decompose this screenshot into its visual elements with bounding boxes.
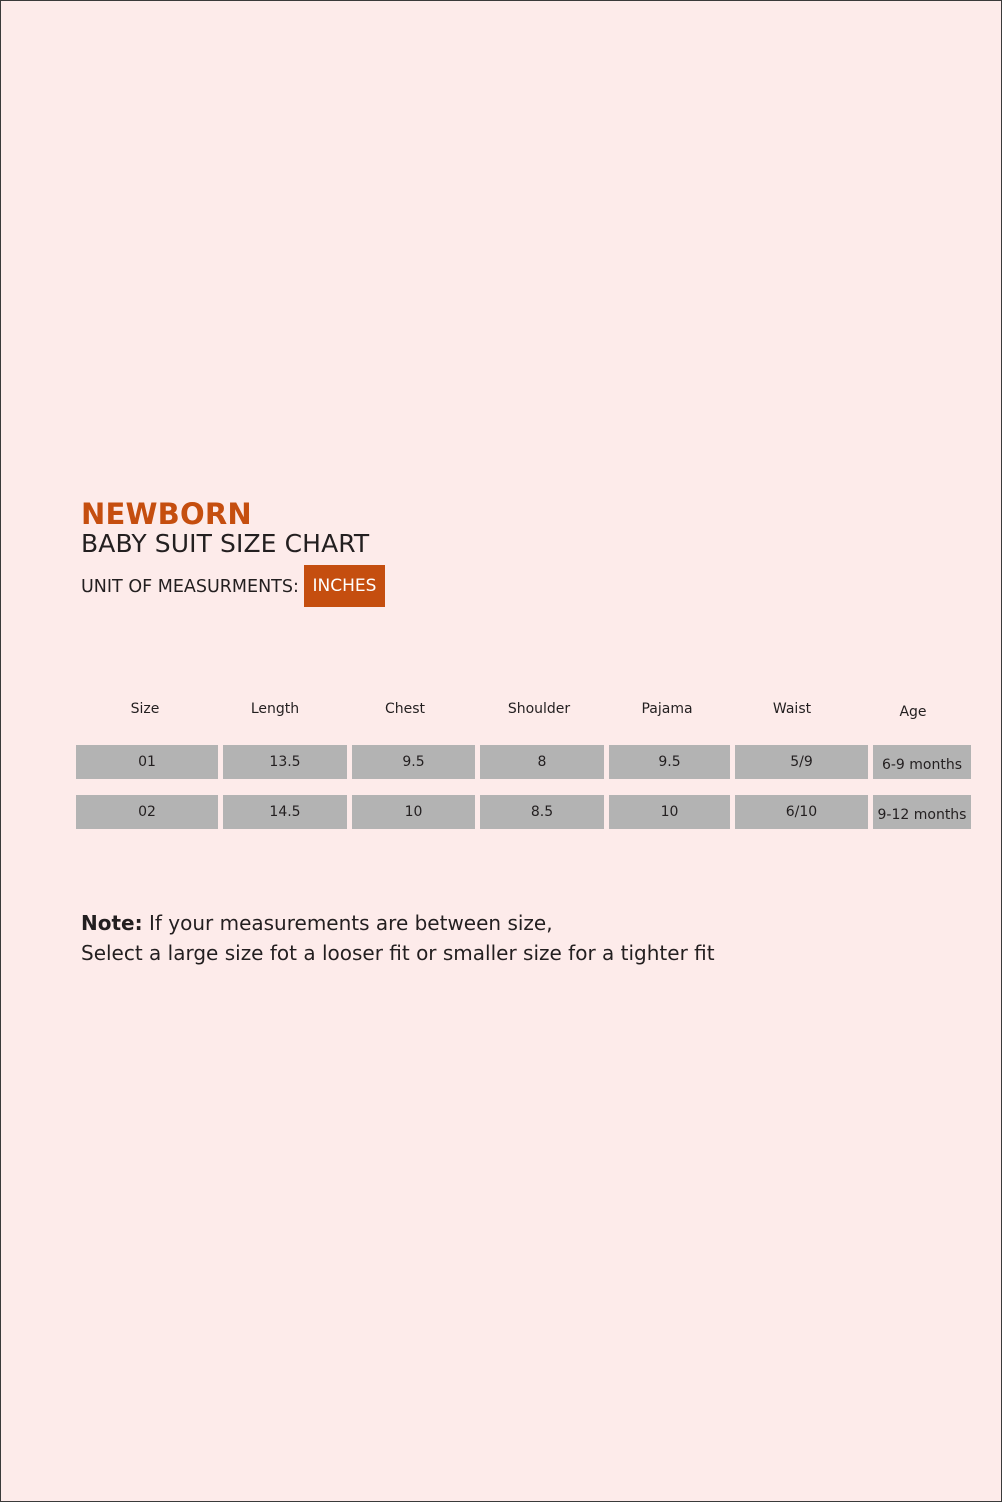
column-header-chest: Chest (384, 701, 426, 717)
note-line-2: Select a large size fot a looser fit or smaller size for a tighter fit (81, 941, 715, 965)
table-cell-shoulder: 8 (480, 745, 604, 779)
table-cell-length: 14.5 (223, 795, 347, 829)
note-label: Note: (81, 911, 143, 935)
table-cell-size: 02 (76, 795, 218, 829)
table-cell-length: 13.5 (223, 745, 347, 779)
column-header-size: Size (130, 701, 160, 717)
column-header-pajama: Pajama (641, 701, 693, 717)
table-cell-waist: 5/9 (735, 745, 868, 779)
table-cell-size: 01 (76, 745, 218, 779)
table-cell-shoulder: 8.5 (480, 795, 604, 829)
column-header-waist: Waist (772, 701, 812, 717)
table-cell-pajama: 9.5 (609, 745, 730, 779)
fit-note (81, 908, 715, 968)
table-cell-chest: 9.5 (352, 745, 475, 779)
note-line-1 (81, 908, 715, 938)
table-cell-waist: 6/10 (735, 795, 868, 829)
page-title: NEWBORN (81, 497, 252, 531)
column-header-age: Age (899, 704, 927, 720)
note-text-1: If your measurements are between size, (148, 911, 553, 935)
table-cell-age: 6-9 months (873, 745, 971, 779)
table-cell-pajama: 10 (609, 795, 730, 829)
column-header-shoulder: Shoulder (507, 701, 571, 717)
page-subtitle: BABY SUIT SIZE CHART (81, 529, 370, 558)
unit-label: UNIT OF MEASURMENTS: (81, 577, 299, 597)
table-cell-age: 9-12 months (873, 795, 971, 829)
unit-badge: INCHES (304, 565, 385, 607)
table-cell-chest: 10 (352, 795, 475, 829)
column-header-length: Length (250, 701, 300, 717)
